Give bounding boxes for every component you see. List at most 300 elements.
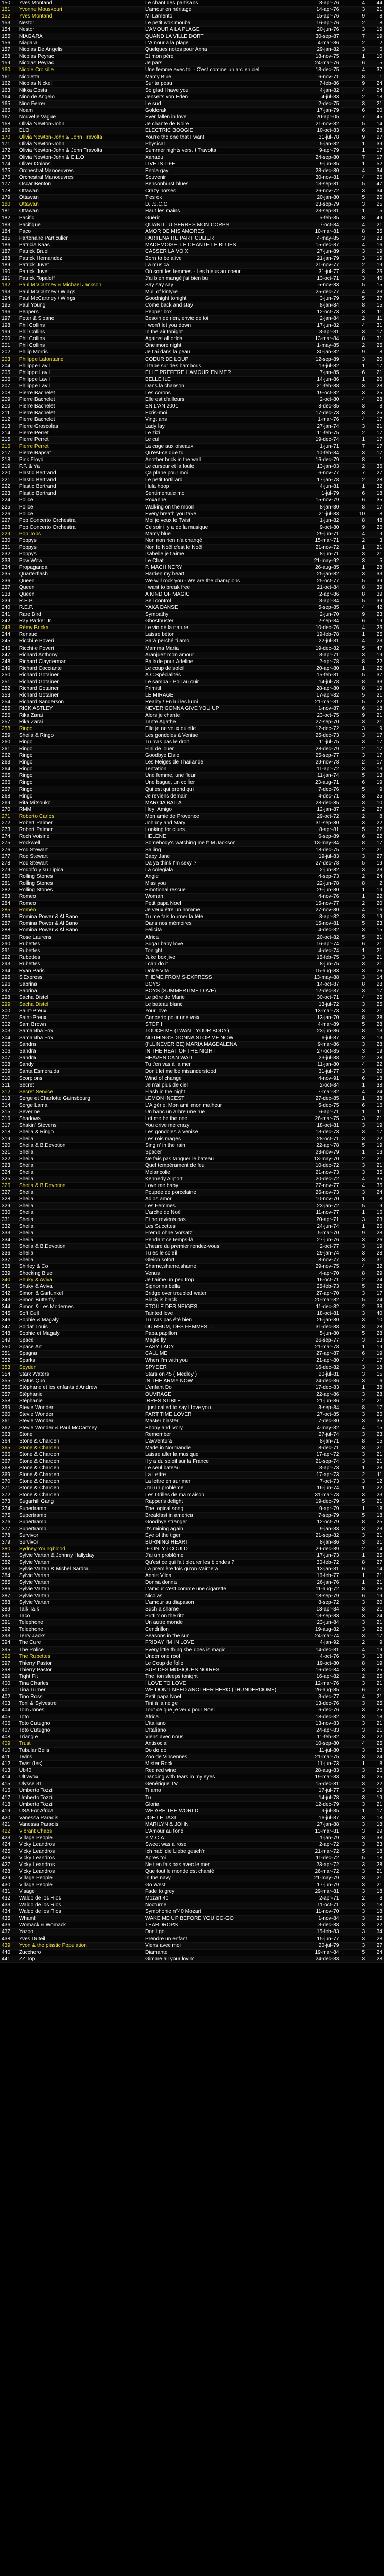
table-row [0, 766, 384, 773]
artist-cell: Rolling Stones [18, 874, 144, 880]
weeks-cell: 7 [340, 33, 366, 40]
rank-cell: 225 [0, 504, 18, 511]
peak-cell: 18 [366, 1815, 384, 1821]
rank-cell: 326 [0, 1183, 18, 1190]
rank-cell: 232 [0, 551, 18, 557]
peak-cell: 21 [366, 1693, 384, 1700]
table-row [0, 974, 384, 981]
weeks-cell: 3 [340, 1364, 366, 1371]
table-row [0, 853, 384, 860]
title-cell: Red red wine [144, 1768, 287, 1774]
rank-cell: 197 [0, 316, 18, 323]
peak-cell: 9 [366, 726, 384, 733]
rank-cell: 272 [0, 820, 18, 826]
weeks-cell: 3 [340, 1136, 366, 1142]
artist-cell: Rubettes [18, 961, 144, 968]
table-row [0, 806, 384, 813]
artist-cell: Toto Cutugno [18, 1721, 144, 1727]
artist-cell: Shakin' Stevens [18, 1122, 144, 1129]
weeks-cell: 8 [340, 981, 366, 988]
weeks-cell: 8 [340, 457, 366, 464]
weeks-cell: 2 [340, 813, 366, 820]
weeks-cell: 3 [340, 1431, 366, 1438]
artist-cell: Paul McCartney & Michael Jackson [18, 282, 144, 289]
date-cell: 30-oct-71 [287, 994, 341, 1001]
weeks-cell: 3 [340, 1869, 366, 1875]
peak-cell: 19 [366, 33, 384, 40]
peak-cell: 8 [366, 20, 384, 27]
title-cell: Ecris-moi [144, 410, 287, 416]
rank-cell: 207 [0, 383, 18, 389]
artist-cell: Sheila [18, 1149, 144, 1156]
rank-cell: 300 [0, 1008, 18, 1015]
table-row [0, 779, 384, 786]
weeks-cell: 4 [340, 87, 366, 94]
table-row [0, 1109, 384, 1115]
artist-cell: NIAGARA [18, 33, 144, 40]
artist-cell: Sydney Youngblood [18, 1546, 144, 1552]
peak-cell: 21 [366, 222, 384, 228]
peak-cell: 28 [366, 1022, 384, 1028]
weeks-cell: 9 [340, 13, 366, 20]
table-row [0, 1042, 384, 1048]
rank-cell: 314 [0, 1102, 18, 1109]
weeks-cell: 1 [340, 1505, 366, 1512]
rank-cell: 186 [0, 242, 18, 248]
table-row [0, 349, 384, 356]
date-cell: 3-apr-81 [287, 329, 341, 336]
table-row [0, 1889, 384, 1895]
peak-cell: 13 [366, 766, 384, 773]
table-row [0, 1344, 384, 1351]
table-row [0, 961, 384, 968]
title-cell: Hula hoop [144, 484, 287, 490]
table-row [0, 901, 384, 907]
table-row [0, 1673, 384, 1680]
title-cell: ELLE PREFERE L'AMOUR EN MER [144, 369, 287, 376]
artist-cell: Village People [18, 1835, 144, 1841]
date-cell: 22-apr-78 [287, 1142, 341, 1149]
artist-cell: Rodolfo y su Tipica [18, 867, 144, 874]
rank-cell: 200 [0, 336, 18, 343]
title-cell: PART TIME LOVER [144, 1411, 287, 1418]
date-cell: 6-nov-71 [287, 74, 341, 80]
rank-cell: 342 [0, 1291, 18, 1297]
peak-cell: 35 [366, 497, 384, 504]
artist-cell: Triangle [18, 1734, 144, 1741]
title-cell: Tu n'as pas été bien [144, 1317, 287, 1324]
date-cell: 1-jan-79 [287, 1835, 341, 1841]
rank-cell: 311 [0, 1082, 18, 1089]
date-cell: 17-dec-73 [287, 410, 341, 416]
weeks-cell: 3 [340, 726, 366, 733]
table-row [0, 1055, 384, 1062]
weeks-cell: 3 [340, 1821, 366, 1828]
artist-cell: RMM [18, 806, 144, 813]
rank-cell: 274 [0, 833, 18, 840]
table-row [0, 826, 384, 833]
weeks-cell: 9 [340, 1230, 366, 1236]
rank-cell: 339 [0, 1270, 18, 1277]
table-row [0, 1358, 384, 1364]
title-cell: Une bague, un collier [144, 779, 287, 786]
table-row [0, 1257, 384, 1263]
artist-cell: Sophie & Magaly [18, 1317, 144, 1324]
artist-cell: Philippe Lavil [18, 369, 144, 376]
weeks-cell: 3 [340, 753, 366, 759]
peak-cell: 19 [366, 914, 384, 921]
date-cell: 1-jul-79 [287, 490, 341, 497]
peak-cell: 24 [366, 80, 384, 87]
artist-cell: Taco [18, 1613, 144, 1620]
date-cell: 22-jun-78 [287, 880, 341, 887]
table-row [0, 33, 384, 40]
artist-cell: Yvonne Mouskouri [18, 7, 144, 13]
title-cell: Diamante [144, 1949, 287, 1956]
table-row [0, 80, 384, 87]
rank-cell: 233 [0, 557, 18, 564]
peak-cell: 17 [366, 444, 384, 450]
peak-cell: 33 [366, 571, 384, 578]
rank-cell: 307 [0, 1055, 18, 1062]
rank-cell: 386 [0, 1586, 18, 1593]
date-cell: 11-oct-71 [287, 1902, 341, 1909]
table-row [0, 1149, 384, 1156]
peak-cell: 21 [366, 719, 384, 726]
peak-cell: 18 [366, 1889, 384, 1895]
date-cell: 8-jan-84 [287, 302, 341, 309]
title-cell: EASY LADY [144, 1344, 287, 1351]
date-cell: 19-feb-78 [287, 632, 341, 638]
weeks-cell: 5 [340, 1283, 366, 1290]
rank-cell: 364 [0, 1438, 18, 1445]
weeks-cell: 7 [340, 444, 366, 450]
table-row [0, 733, 384, 739]
title-cell: L'amour en héritage [144, 7, 287, 13]
artist-cell: Spyder [18, 1364, 144, 1371]
rank-cell: 170 [0, 134, 18, 141]
table-row [0, 195, 384, 201]
peak-cell: 14 [366, 1566, 384, 1572]
artist-cell: Philippe Lavil [18, 383, 144, 389]
title-cell: La Lettre [144, 1472, 287, 1479]
peak-cell: 18 [366, 1075, 384, 1082]
title-cell: BELLE ILE [144, 376, 287, 383]
title-cell: Le curseur et la foule [144, 464, 287, 470]
artist-cell: Yves Montand [18, 13, 144, 20]
table-row [0, 168, 384, 175]
title-cell: Goodbye Elsie [144, 753, 287, 759]
artist-cell: Supertramp [18, 1512, 144, 1519]
date-cell: 16-apr-82 [287, 1673, 341, 1680]
rank-cell: 396 [0, 1653, 18, 1660]
peak-cell: 19 [366, 887, 384, 894]
peak-cell: 17 [366, 1808, 384, 1815]
table-row [0, 1472, 384, 1479]
date-cell: 21-feb-88 [287, 383, 341, 389]
title-cell: SPYDER [144, 1364, 287, 1371]
title-cell: Les Sucettes [144, 1223, 287, 1230]
weeks-cell: 1 [340, 363, 366, 369]
peak-cell: 19 [366, 248, 384, 255]
weeks-cell: 8 [340, 1559, 366, 1566]
title-cell: Viens avec nous [144, 1734, 287, 1741]
artist-cell: Pierre Bachelet [18, 396, 144, 403]
title-cell: We will rock you - We are the champions [144, 578, 287, 585]
rank-cell: 258 [0, 726, 18, 733]
peak-cell: 23 [366, 1492, 384, 1499]
weeks-cell: 8 [340, 1586, 366, 1593]
table-row [0, 1203, 384, 1210]
peak-cell: 13 [366, 1149, 384, 1156]
artist-cell: Patrick Juvet [18, 262, 144, 268]
table-row [0, 1317, 384, 1324]
artist-cell: Sylvie Vartan & Michel Sardou [18, 1566, 144, 1572]
rank-cell: 407 [0, 1727, 18, 1734]
title-cell: Primitif [144, 685, 287, 692]
date-cell: 24-mar-76 [287, 60, 341, 67]
weeks-cell: 1 [340, 887, 366, 894]
rank-cell: 439 [0, 1942, 18, 1949]
title-cell: Le Chat [144, 557, 287, 564]
peak-cell: 35 [366, 1170, 384, 1176]
weeks-cell: 5 [340, 1499, 366, 1505]
title-cell: Gimme all your lovin' [144, 1956, 287, 1962]
peak-cell: 23 [366, 235, 384, 242]
date-cell: 20-jan-80 [287, 195, 341, 201]
rank-cell: 162 [0, 80, 18, 87]
weeks-cell: 3 [340, 1768, 366, 1774]
artist-cell: Poppys [18, 551, 144, 557]
rank-cell: 328 [0, 1196, 18, 1203]
peak-cell: 21 [366, 1680, 384, 1687]
artist-cell: Renaud [18, 632, 144, 638]
artist-cell: Richard Gotainer [18, 672, 144, 679]
peak-cell: 8 [366, 1761, 384, 1768]
table-row [0, 1808, 384, 1815]
title-cell: Jenseits von Eden [144, 94, 287, 100]
weeks-cell: 3 [340, 1526, 366, 1532]
rank-cell: 236 [0, 578, 18, 585]
artist-cell: Ottawan [18, 208, 144, 215]
date-cell: 31-dec-88 [287, 1324, 341, 1331]
artist-cell: Vicky Leandros [18, 1869, 144, 1875]
peak-cell: 17 [366, 733, 384, 739]
table-row [0, 1230, 384, 1236]
title-cell: Sarà perché ti amo [144, 638, 287, 645]
artist-cell: Romina Power & Al Bano [18, 914, 144, 921]
weeks-cell: 3 [340, 1257, 366, 1263]
artist-cell: Sparks [18, 1358, 144, 1364]
table-row [0, 343, 384, 349]
rank-cell: 378 [0, 1532, 18, 1539]
rank-cell: 215 [0, 437, 18, 444]
artist-cell: Stone & Charden [18, 1472, 144, 1479]
title-cell: Le Coup de folie [144, 1660, 287, 1667]
weeks-cell: 3 [340, 1721, 366, 1727]
table-row [0, 1586, 384, 1593]
rank-cell: 211 [0, 410, 18, 416]
title-cell: Do do do [144, 1748, 287, 1754]
peak-cell: 28 [366, 1042, 384, 1048]
rank-cell: 192 [0, 282, 18, 289]
date-cell: 3-sep-84 [287, 1404, 341, 1411]
title-cell: Love me baby [144, 1183, 287, 1190]
date-cell: 12-dec-72 [287, 726, 341, 733]
title-cell: Le zizi [144, 430, 287, 437]
artist-cell: Police [18, 497, 144, 504]
table-row [0, 181, 384, 188]
date-cell: 29-jan-74 [287, 1250, 341, 1257]
weeks-cell: 2 [340, 1304, 366, 1311]
weeks-cell: 5 [340, 1848, 366, 1855]
title-cell: Tu [144, 1794, 287, 1801]
date-cell: 29-jun-71 [287, 531, 341, 537]
title-cell: Ne fais pas tanguer le bateau [144, 1156, 287, 1163]
weeks-cell: 3 [340, 1929, 366, 1936]
date-cell: 26-mar-72 [287, 1869, 341, 1875]
date-cell: 11-jul-75 [287, 739, 341, 746]
weeks-cell: 3 [340, 275, 366, 282]
artist-cell: Sylvie Vartan [18, 1559, 144, 1566]
table-row [0, 1774, 384, 1781]
title-cell: Le sud [144, 100, 287, 107]
rank-cell: 334 [0, 1236, 18, 1243]
weeks-cell: 8 [340, 504, 366, 511]
artist-cell: Poppys [18, 537, 144, 544]
weeks-cell: 6 [340, 705, 366, 712]
rank-cell: 365 [0, 1445, 18, 1452]
date-cell: 7-mar-82 [287, 1089, 341, 1095]
title-cell: Générique TV [144, 1781, 287, 1788]
rank-cell: 388 [0, 1600, 18, 1606]
date-cell: 27-oct-85 [287, 1411, 341, 1418]
rank-cell: 223 [0, 490, 18, 497]
table-row [0, 699, 384, 705]
date-cell: 27-dec-85 [287, 1095, 341, 1102]
date-cell: 8-jun-75 [287, 961, 341, 968]
date-cell: 19-jul-83 [287, 853, 341, 860]
table-row [0, 712, 384, 719]
date-cell: 1-jun-82 [287, 517, 341, 524]
rank-cell: 239 [0, 598, 18, 605]
peak-cell: 38 [366, 1835, 384, 1841]
artist-cell: Survivor [18, 1532, 144, 1539]
table-row [0, 141, 384, 147]
weeks-cell: 5 [340, 699, 366, 705]
peak-cell: 2 [366, 40, 384, 47]
date-cell: 13-jan-81 [287, 1566, 341, 1572]
artist-cell: Stone [18, 1431, 144, 1438]
table-row [0, 222, 384, 228]
table-row [0, 557, 384, 564]
peak-cell: 27 [366, 1942, 384, 1949]
title-cell: FRIDAY I'M IN LOVE [144, 1640, 287, 1647]
date-cell: 18-oct-81 [287, 1122, 341, 1129]
artist-cell: Sandra [18, 1042, 144, 1048]
artist-cell: Rika Zarai [18, 719, 144, 726]
artist-cell: Ricchi e Poveri [18, 638, 144, 645]
rank-cell: 185 [0, 235, 18, 242]
weeks-cell: 3 [340, 1667, 366, 1673]
title-cell: Roxanne [144, 497, 287, 504]
artist-cell: Sandra [18, 1055, 144, 1062]
rank-cell: 437 [0, 1929, 18, 1936]
rank-cell: 241 [0, 612, 18, 618]
table-row [0, 1841, 384, 1848]
table-row [0, 1835, 384, 1841]
date-cell: 29-dec-89 [287, 1546, 341, 1552]
table-row [0, 1895, 384, 1902]
table-row [0, 121, 384, 127]
weeks-cell: 2 [340, 262, 366, 268]
title-cell: In the air tonight [144, 329, 287, 336]
weeks-cell: 2 [340, 1472, 366, 1479]
table-row [0, 235, 384, 242]
rank-cell: 304 [0, 1035, 18, 1042]
rank-cell: 335 [0, 1243, 18, 1250]
peak-cell: 21 [366, 941, 384, 947]
date-cell: 15-jun-77 [287, 1936, 341, 1942]
date-cell: 8-sep-72 [287, 1600, 341, 1606]
table-row [0, 255, 384, 262]
peak-cell: 16 [366, 907, 384, 914]
rank-cell: 196 [0, 309, 18, 316]
date-cell: 4-dec-82 [287, 927, 341, 934]
rank-cell: 350 [0, 1344, 18, 1351]
artist-cell: Simon Butterfly [18, 1297, 144, 1304]
artist-cell: Tubular Bells [18, 1748, 144, 1754]
date-cell: 2-oct-80 [287, 396, 341, 403]
table-row [0, 1882, 384, 1889]
title-cell: You drive me crazy [144, 1122, 287, 1129]
date-cell: 10-dec-76 [287, 625, 341, 632]
date-cell: 10-mar-81 [287, 228, 341, 235]
peak-cell: 18 [366, 1364, 384, 1371]
date-cell: 14-dec-81 [287, 1647, 341, 1653]
rank-cell: 372 [0, 1492, 18, 1499]
weeks-cell: 5 [340, 1949, 366, 1956]
weeks-cell: 3 [340, 1707, 366, 1714]
artist-cell: Pacifique [18, 222, 144, 228]
artist-cell: Severine [18, 1109, 144, 1115]
weeks-cell: 6 [340, 941, 366, 947]
weeks-cell: 6 [340, 1593, 366, 1600]
weeks-cell: 3 [340, 27, 366, 33]
title-cell: Under one roof [144, 1653, 287, 1660]
weeks-cell: 1 [340, 437, 366, 444]
title-cell: Crazy horses [144, 188, 287, 195]
table-row [0, 1378, 384, 1384]
date-cell: 17-jan-79 [287, 107, 341, 114]
artist-cell: Robert Palmer [18, 820, 144, 826]
table-row [0, 773, 384, 779]
title-cell: Le vin de la nature [144, 625, 287, 632]
peak-cell: 32 [366, 1263, 384, 1270]
peak-cell: 17 [366, 450, 384, 457]
artist-cell: Sheila [18, 1196, 144, 1203]
title-cell: Say say say [144, 282, 287, 289]
table-row [0, 598, 384, 605]
table-row [0, 1196, 384, 1203]
peak-cell: 21 [366, 1721, 384, 1727]
date-cell: 8-dec-85 [287, 403, 341, 410]
table-row [0, 786, 384, 793]
rank-cell: 410 [0, 1748, 18, 1754]
rank-cell: 333 [0, 1230, 18, 1236]
date-cell: 8-apr-76 [287, 0, 341, 7]
table-row [0, 1821, 384, 1828]
